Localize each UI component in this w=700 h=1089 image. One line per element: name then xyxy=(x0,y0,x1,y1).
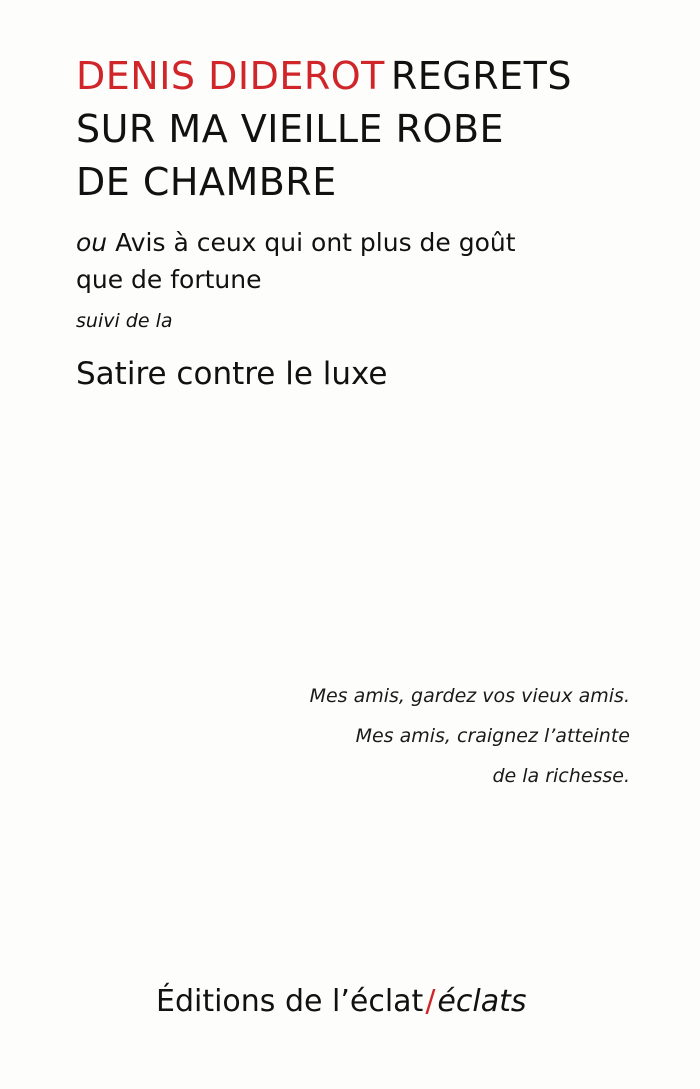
subtitle-lead: ou xyxy=(76,228,108,257)
epigraph-line: Mes amis, gardez vos vieux amis. xyxy=(309,685,630,707)
title-line-2: SUR MA VIEILLE ROBE xyxy=(76,107,505,151)
subtitle-line-2: que de fortune xyxy=(76,265,262,294)
epigraph xyxy=(310,676,630,796)
subtitle-rest: Avis à ceux qui ont plus de goût xyxy=(115,228,516,257)
publisher-line xyxy=(156,980,526,1024)
suivi-label: suivi de la xyxy=(76,310,173,332)
title-block xyxy=(76,50,676,209)
subtitle-line-1 xyxy=(76,224,636,261)
title-line-1 xyxy=(76,50,676,103)
collection-name: éclats xyxy=(437,984,527,1019)
second-title: Satire contre le luxe xyxy=(76,356,388,392)
title-line-3: DE CHAMBRE xyxy=(76,160,337,204)
author-name: DENIS DIDEROT xyxy=(76,54,385,98)
publisher-name: Éditions de l’éclat xyxy=(156,984,424,1019)
title-regrets: REGRETS xyxy=(390,54,572,98)
subtitle xyxy=(76,224,636,298)
epigraph-line: de la richesse. xyxy=(492,765,630,787)
epigraph-line: Mes amis, craignez l’atteinte xyxy=(355,725,630,747)
publisher-separator: / xyxy=(425,984,436,1019)
